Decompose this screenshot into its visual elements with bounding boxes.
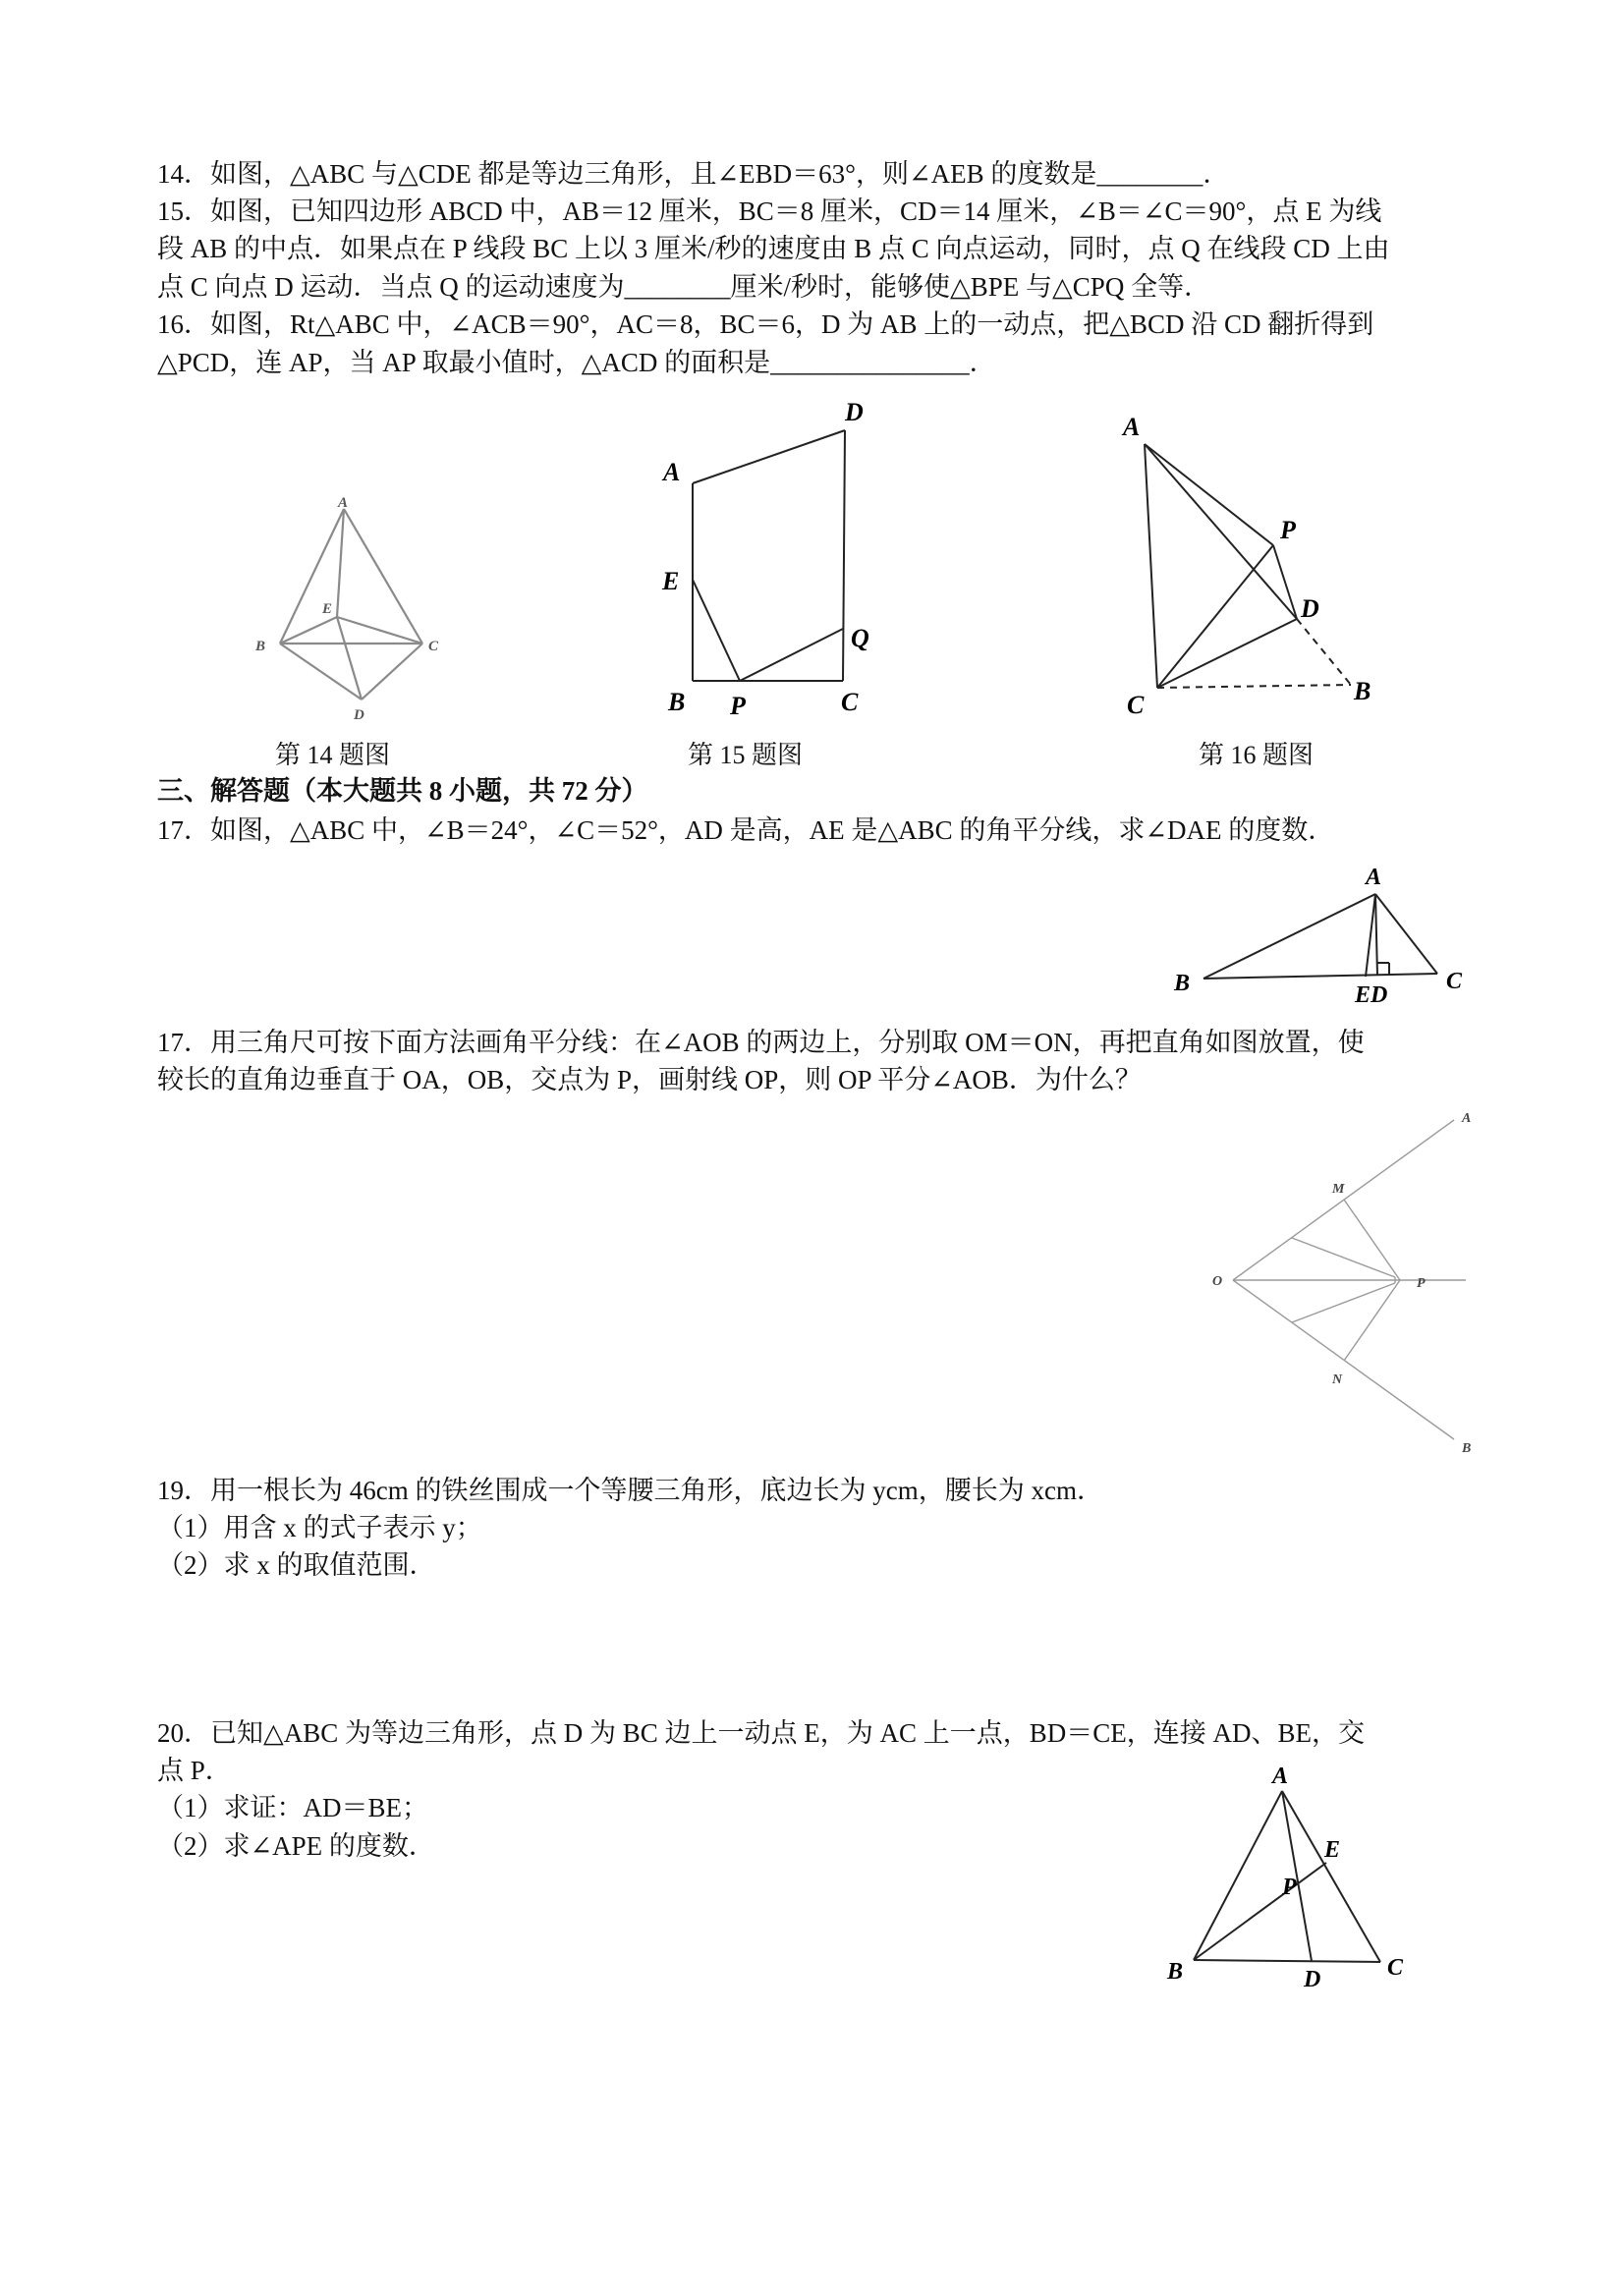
fig16-label-a: A: [1123, 413, 1141, 441]
caption-figure-16: 第 16 题图: [1199, 741, 1315, 769]
fig16-label-p: P: [1280, 516, 1296, 544]
figure-17: [1159, 855, 1483, 1008]
fig18-label-b: B: [1462, 1441, 1472, 1456]
fig16-label-d: D: [1301, 594, 1319, 623]
fig18-label-a: A: [1462, 1111, 1472, 1126]
question-16-line-2: △PCD，连 AP，当 AP 取最小值时，△ACD 的面积是_______________．: [157, 348, 996, 377]
fig16-label-c: C: [1127, 691, 1145, 719]
fig20-label-c: C: [1387, 1955, 1404, 1981]
question-17: 17．如图，△ABC 中，∠B＝24°，∠C＝52°，AD 是高，AE 是△ABC 的角平分线，求∠DAE 的度数．: [157, 815, 1335, 845]
fig18-label-n: N: [1332, 1372, 1343, 1387]
fig14-label-b: B: [255, 639, 266, 654]
question-20-part-2: （2）求∠APE 的度数．: [157, 1831, 435, 1861]
fig15-label-c: C: [841, 688, 859, 716]
fig17-label-b: B: [1174, 971, 1191, 996]
figure-18: [1199, 1100, 1483, 1464]
question-20-part-1: （1）求证：AD＝BE；: [157, 1793, 428, 1822]
fig17-label-a: A: [1366, 865, 1382, 890]
fig15-label-a: A: [663, 458, 681, 486]
question-19-line-1: 19．用一根长为 46cm 的铁丝围成一个等腰三角形，底边长为 ycm，腰长为 xcm．: [157, 1476, 1103, 1505]
fig18-label-m: M: [1332, 1182, 1345, 1197]
fig14-label-a: A: [338, 495, 349, 511]
question-19-part-2: （2）求 x 的取值范围．: [157, 1550, 436, 1580]
question-16-line-1: 16．如图，Rt△ABC 中，∠ACB＝90°，AC＝8，BC＝6，D 为 AB 上的一动点，把△BCD 沿 CD 翻折得到: [157, 309, 1374, 339]
fig15-label-e: E: [662, 567, 680, 595]
fig20-label-d: D: [1304, 1967, 1321, 1992]
fig15-label-p: P: [730, 692, 746, 720]
figure-15: [648, 393, 904, 720]
fig18-label-o: O: [1212, 1274, 1223, 1289]
question-18-line-1: 17．用三角尺可按下面方法画角平分线：在∠AOB 的两边上，分别取 OM＝ON，再把直角如图放置，使: [157, 1028, 1365, 1057]
fig15-label-d: D: [845, 398, 864, 426]
question-20-line-1: 20．已知△ABC 为等边三角形，点 D 为 BC 边上一动点 E，为 AC 上一点，BD＝CE，连接 AD、BE，交: [157, 1718, 1366, 1748]
question-15-line-2: 段 AB 的中点．如果点在 P 线段 BC 上以 3 厘米/秒的速度由 B 点 C 向点运动，同时，点 Q 在线段 CD 上由: [157, 234, 1390, 263]
figure-16: [1110, 403, 1395, 727]
fig20-label-b: B: [1167, 1959, 1184, 1985]
question-18-line-2: 较长的直角边垂直于 OA，OB，交点为 P，画射线 OP，则 OP 平分∠AOB．为什么？: [157, 1065, 1142, 1094]
fig17-label-c: C: [1446, 969, 1463, 994]
question-15-line-3: 点 C 向点 D 运动．当点 Q 的运动速度为________厘米/秒时，能够使△BPE 与△CPQ 全等．: [157, 272, 1211, 302]
fig15-label-b: B: [668, 688, 686, 716]
question-15-line-1: 15．如图，已知四边形 ABCD 中，AB＝12 厘米，BC＝8 厘米，CD＝14 厘米，∠B＝∠C＝90°，点 E 为线: [157, 196, 1382, 226]
figure-20: [1159, 1759, 1415, 1999]
fig17-label-ed: ED: [1355, 982, 1388, 1008]
fig20-label-p: P: [1282, 1875, 1297, 1900]
fig14-label-d: D: [354, 707, 364, 723]
fig20-label-e: E: [1324, 1837, 1341, 1863]
fig14-label-c: C: [428, 639, 439, 654]
fig15-label-q: Q: [851, 624, 869, 652]
section-3-heading: 三、解答题（本大题共 8 小题，共 72 分）: [157, 776, 648, 806]
fig18-label-p: P: [1417, 1276, 1426, 1291]
fig16-label-b: B: [1354, 677, 1371, 705]
fig14-label-e: E: [322, 601, 333, 617]
caption-figure-14: 第 14 题图: [275, 741, 391, 769]
fig20-label-a: A: [1272, 1764, 1289, 1789]
caption-figure-15: 第 15 题图: [688, 741, 804, 769]
question-20-line-2: 点 P．: [157, 1756, 232, 1785]
figure-14: [246, 491, 452, 723]
question-14: 14．如图，△ABC 与△CDE 都是等边三角形，且∠EBD＝63°，则∠AEB 的度数是________．: [157, 159, 1230, 189]
question-19-part-1: （1）用含 x 的式子表示 y；: [157, 1513, 482, 1542]
